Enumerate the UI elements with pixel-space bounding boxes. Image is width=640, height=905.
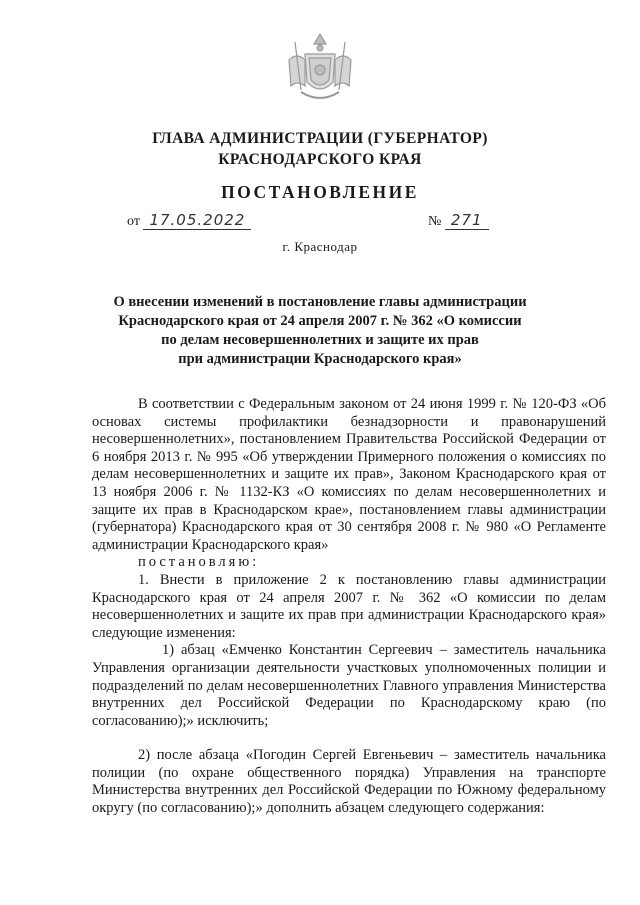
paragraph-gap [92,730,606,747]
clause-1-paragraph: 1. Внести в приложение 2 к постановлению главы администрации Краснодарского края от 24 апреля 2007 г. № 362 «О комиссии по делам несовершеннолетних и защите их прав при администрации Краснодарского края» следующие изменения: [92,571,606,641]
date-field [127,211,251,230]
number-value: 271 [445,211,489,230]
document-type: ПОСТАНОВЛЕНИЕ [221,182,419,202]
preamble-text: В соответствии с Федеральным законом от 24 июня 1999 г. № 120-ФЗ «Об основах системы профилактики безнадзорности и правонарушений несовершеннолетних», постановлением Правительства Российской Федерации от 6 ноября 2013 г. № 995 «Об утверждении Примерного положения о комиссиях по делам несовершеннолетних и защите их прав», Законом Краснодарского края от 13 ноября 2006 г. № 1132-КЗ «О комиссиях по делам несовершеннолетних и защите их прав в Краснодарском крае», постановлением главы администрации (губернатора) Краснодарского края от 30 сентября 2008 г. № 980 «О Регламенте администрации Краснодарского края» [92,396,606,553]
clause-1-1-paragraph: 1) абзац «Емченко Константин Сергеевич – заместитель начальника Управления организации деятельности участковых уполномоченных полиции и подразделений по делам несовершеннолетних Главного управления Министерства внутренних дел Российской Федерации по Краснодарскому краю (по согласованию);» исключить; [92,642,606,729]
issuer-title: ГЛАВА АДМИНИСТРАЦИИ (ГУБЕРНАТОР) [152,130,488,147]
date-prefix: от [127,214,140,229]
place-of-issue: г. Краснодар [282,239,358,254]
number-prefix: № [428,214,442,229]
number-field [428,211,489,230]
document-subject [0,293,640,369]
date-value: 17.05.2022 [143,211,251,230]
issuer-region: КРАСНОДАРСКОГО КРАЯ [218,151,422,168]
preamble-paragraph [92,396,606,572]
coat-of-arms-emblem [287,30,353,108]
subject-line: при администрации Краснодарского края» [178,351,462,367]
subject-line: О внесении изменений в постановление главы администрации [113,294,527,310]
clause-1-2-paragraph: 2) после абзаца «Погодин Сергей Евгеньевич – заместитель начальника полиции (по охране общественного порядка) Управления на транспорте Министерства внутренних дел Российской Федерации по Южному федеральному округу (по согласованию);» дополнить абзацем следующего содержания: [92,747,606,817]
resolution-word: постановляю: [138,554,260,571]
document-body [92,396,606,818]
subject-line: Краснодарского края от 24 апреля 2007 г. № 362 «О комиссии [118,313,522,329]
subject-line: по делам несовершеннолетних и защите их прав [161,332,479,348]
